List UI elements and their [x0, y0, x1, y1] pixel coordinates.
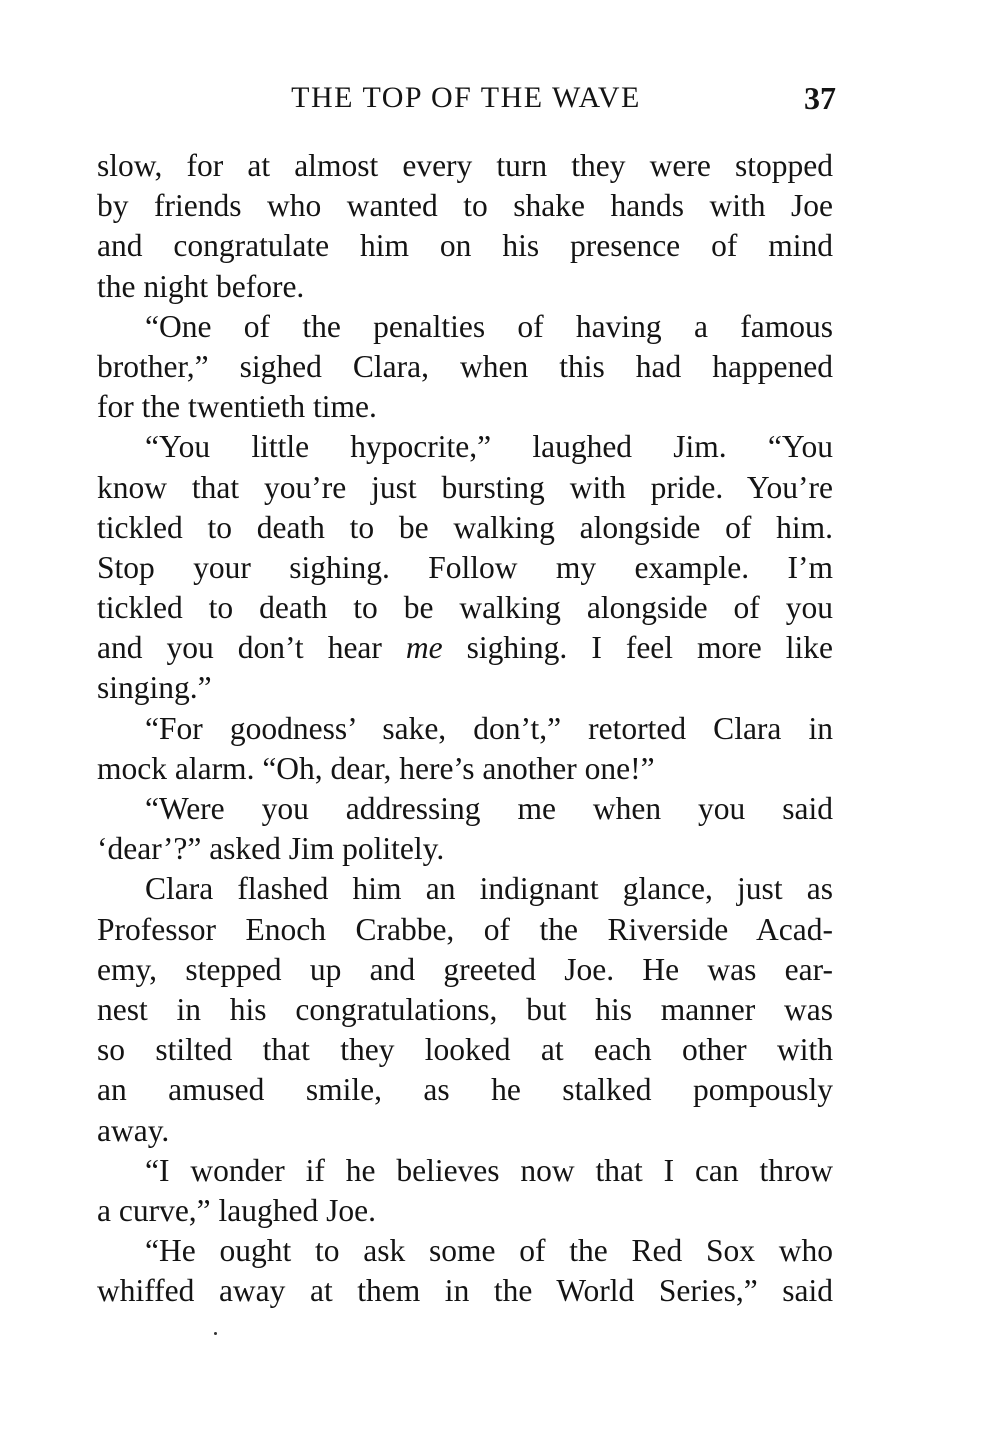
- text-line: “He ought to ask some of the Red Sox who: [145, 1233, 833, 1269]
- text-line: a curve,” laughed Joe.: [97, 1192, 376, 1228]
- text-line: whiffed away at them in the World Series,” said: [97, 1273, 833, 1309]
- print-speck: [214, 1332, 217, 1335]
- text-segment: and you don’t hear: [97, 630, 382, 666]
- text-line: “One of the penalties of having a famous: [145, 308, 833, 344]
- emphasized-word: me: [405, 630, 443, 666]
- text-segment: sighing. I feel more like: [466, 630, 833, 666]
- text-line: an amused smile, as he stalked pompously: [97, 1072, 833, 1108]
- text-line: singing.”: [97, 670, 212, 706]
- text-line: by friends who wanted to shake hands with Joe: [97, 188, 833, 224]
- text-line: emy, stepped up and greeted Joe. He was ear-: [97, 951, 833, 987]
- text-line: for the twentieth time.: [97, 389, 377, 425]
- text-line: mock alarm. “Oh, dear, here’s another one!”: [97, 750, 655, 786]
- text-line: brother,” sighed Clara, when this had happened: [97, 348, 833, 384]
- text-line: tickled to death to be walking alongside of you: [97, 590, 833, 626]
- text-line: so stilted that they looked at each other with: [97, 1032, 833, 1068]
- text-line: “Were you addressing me when you said: [145, 791, 833, 826]
- text-line: nest in his congratulations, but his manner was: [97, 991, 833, 1027]
- text-line: away.: [97, 1112, 170, 1148]
- text-line: slow, for at almost every turn they were stopped: [97, 148, 833, 183]
- running-head: [96, 78, 836, 122]
- text-line: “For goodness’ sake, don’t,” retorted Clara in: [145, 710, 833, 746]
- text-line: Clara flashed him an indignant glance, just as: [145, 871, 833, 907]
- text-line: know that you’re just bursting with pride. You’re: [97, 469, 833, 505]
- text-line: the night before.: [97, 268, 305, 304]
- text-line: “You little hypocrite,” laughed Jim. “You: [145, 429, 833, 465]
- text-line: Stop your sighing. Follow my example. I’m: [97, 549, 833, 585]
- text-line: “I wonder if he believes now that I can throw: [145, 1152, 833, 1188]
- running-title: THE TOP OF THE WAVE: [291, 81, 641, 114]
- text-line: Professor Enoch Crabbe, of the Riverside Acad-: [97, 911, 833, 947]
- text-line: ‘dear’?” asked Jim politely.: [97, 831, 445, 867]
- text-line: tickled to death to be walking alongside of him.: [97, 509, 833, 545]
- text-line: and congratulate him on his presence of mind: [97, 228, 833, 264]
- body-text: [97, 146, 833, 1311]
- text-line-with-emphasis: [97, 628, 833, 668]
- page-number: 37: [804, 80, 836, 116]
